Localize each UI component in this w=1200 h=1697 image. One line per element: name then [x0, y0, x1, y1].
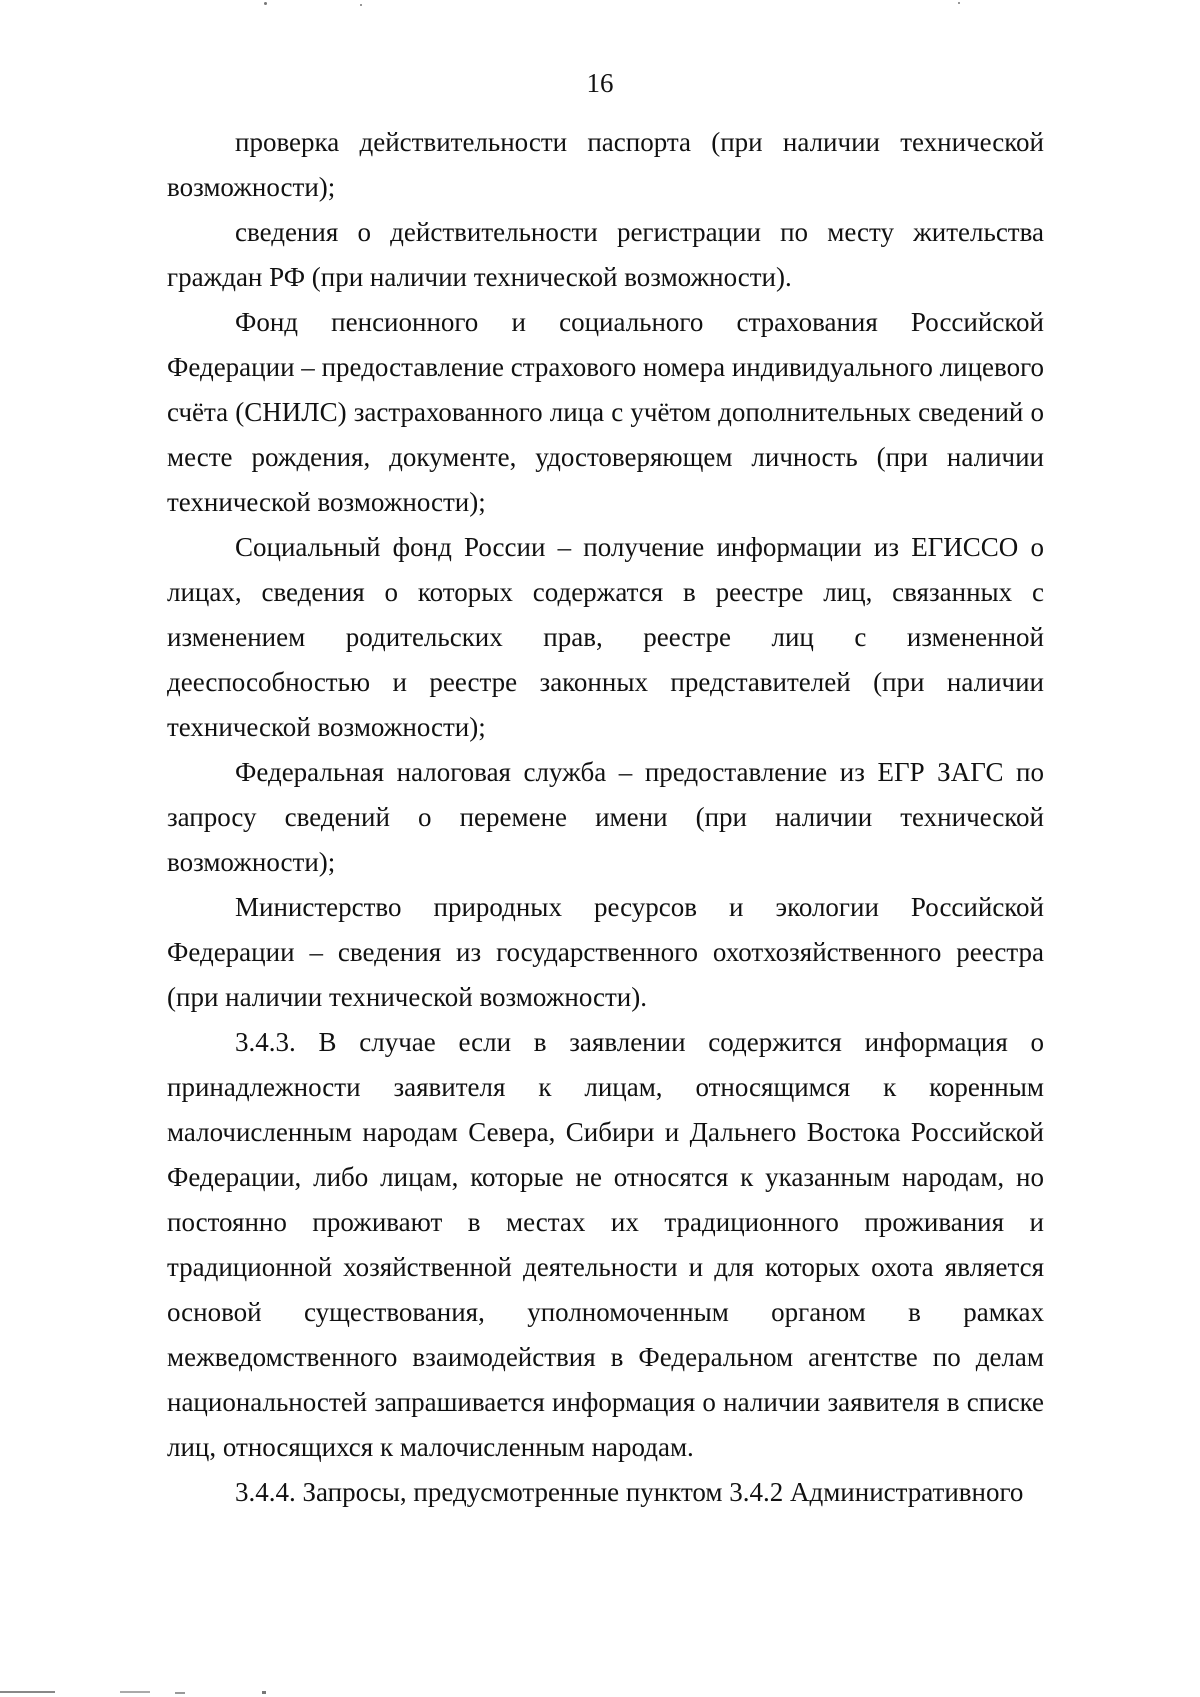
paragraph-3-4-3: 3.4.3. В случае если в заявлении содержится информация о принадлежности заявителя к лицам, относящимся к коренным малочисленным народам Севера, Сибири и Дальнего Востока Российской Федерации, либо лицам, которые не относятся к указанным народам, но постоянно проживают в местах их традиционного проживания и традиционной хозяйственной деятельности и для которых охота является основой существования, уполномоченным органом в рамках межведомственного взаимодействия в Федеральном агентстве по делам национальностей запрашивается информация о наличии заявителя в списке лиц, относящихся к малочисленным народам.	[167, 1027, 1044, 1462]
paragraph-3-4-4: 3.4.4. Запросы, предусмотренные пунктом 3.4.2 Административного	[235, 1477, 1024, 1507]
paragraph-registration-info: сведения о действительности регистрации по месту жительства граждан РФ (при наличии технической возможности).	[167, 217, 1044, 292]
page-number: 16	[586, 68, 614, 98]
scan-edge-artifacts	[0, 1688, 1200, 1697]
scan-speck	[360, 4, 362, 6]
document-body	[167, 120, 1044, 1515]
paragraph-pension-fund: Фонд пенсионного и социального страхования Российской Федерации – предоставление страхового номера индивидуального лицевого счёта (СНИЛС) застрахованного лица с учётом дополнительных сведений о месте рождения, документе, удостоверяющем личность (при наличии технической возможности);	[167, 307, 1044, 517]
paragraph-passport-check: проверка действительности паспорта (при наличии технической возможности);	[167, 127, 1044, 202]
paragraph-social-fund: Социальный фонд России – получение информации из ЕГИССО о лицах, сведения о которых содержатся в реестре лиц, связанных с изменением родительских прав, реестре лиц с измененной дееспособностью и реестре законных представителей (при наличии технической возможности);	[167, 532, 1044, 742]
paragraph-ministry-natural-resources: Министерство природных ресурсов и экологии Российской Федерации – сведения из государственного охотхозяйственного реестра (при наличии технической возможности).	[167, 892, 1044, 1012]
scan-speck	[958, 2, 960, 4]
paragraph-tax-service: Федеральная налоговая служба – предоставление из ЕГР ЗАГС по запросу сведений о перемене имени (при наличии технической возможности);	[167, 757, 1044, 877]
scan-speck	[264, 2, 267, 5]
